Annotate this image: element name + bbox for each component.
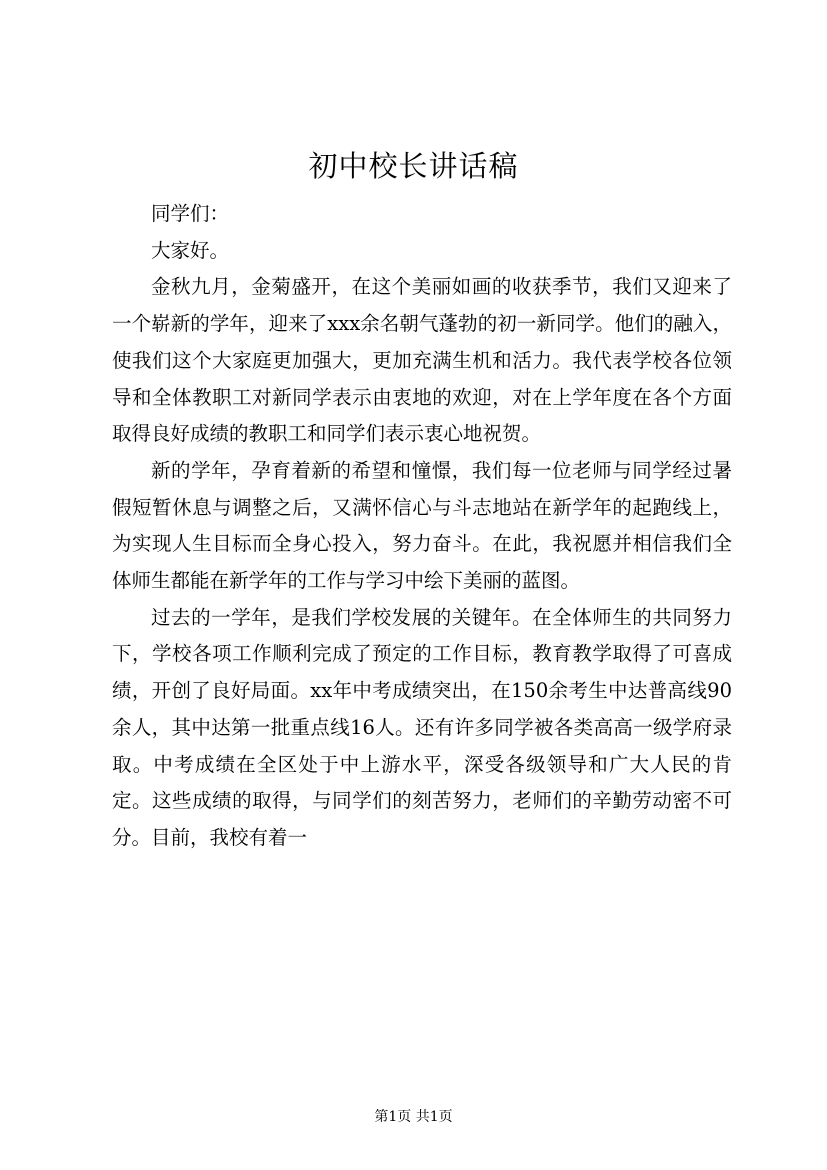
body-paragraph: 金秋九月，金菊盛开，在这个美丽如画的收获季节，我们又迎来了一个崭新的学年，迎来了xxx余名朝气蓬勃的初一新同学。他们的融入，使我们这个大家庭更加强大，更加充满生机和活力。我代表学校各位领导和全体教职工对新同学表示由衷地的欢迎，对在上学年度在各个方面取得良好成绩的教职工和同学们表示衷心地祝贺。 xyxy=(112,275,732,446)
page-footer: 第1页 共1页 xyxy=(374,1109,453,1125)
body-paragraph: 新的学年，孕育着新的希望和憧憬，我们每一位老师与同学经过暑假短暂休息与调整之后，又满怀信心与斗志地站在新学年的起跑线上，为实现人生目标而全身心投入，努力奋斗。在此，我祝愿并相信我们全体师生都能在新学年的工作与学习中绘下美丽的蓝图。 xyxy=(112,458,732,593)
document-title: 初中校长讲话稿 xyxy=(308,149,519,183)
body-paragraph: 过去的一学年，是我们学校发展的关键年。在全体师生的共同努力下，学校各项工作顺利完成了预定的工作目标，教育教学取得了可喜成绩，开创了良好局面。xx年中考成绩突出，在150余考生中达普高线90余人，其中达第一批重点线16人。还有许多同学被各类高高一级学府录取。中考成绩在全区处于中上游水平，深受各级领导和广大人民的肯定。这些成绩的取得，与同学们的刻苦努力，老师们的辛勤劳动密不可分。目前，我校有着一 xyxy=(112,605,732,849)
document-body xyxy=(112,196,732,857)
salutation-paragraph: 同学们： xyxy=(151,202,230,225)
greeting-paragraph: 大家好。 xyxy=(151,238,230,262)
